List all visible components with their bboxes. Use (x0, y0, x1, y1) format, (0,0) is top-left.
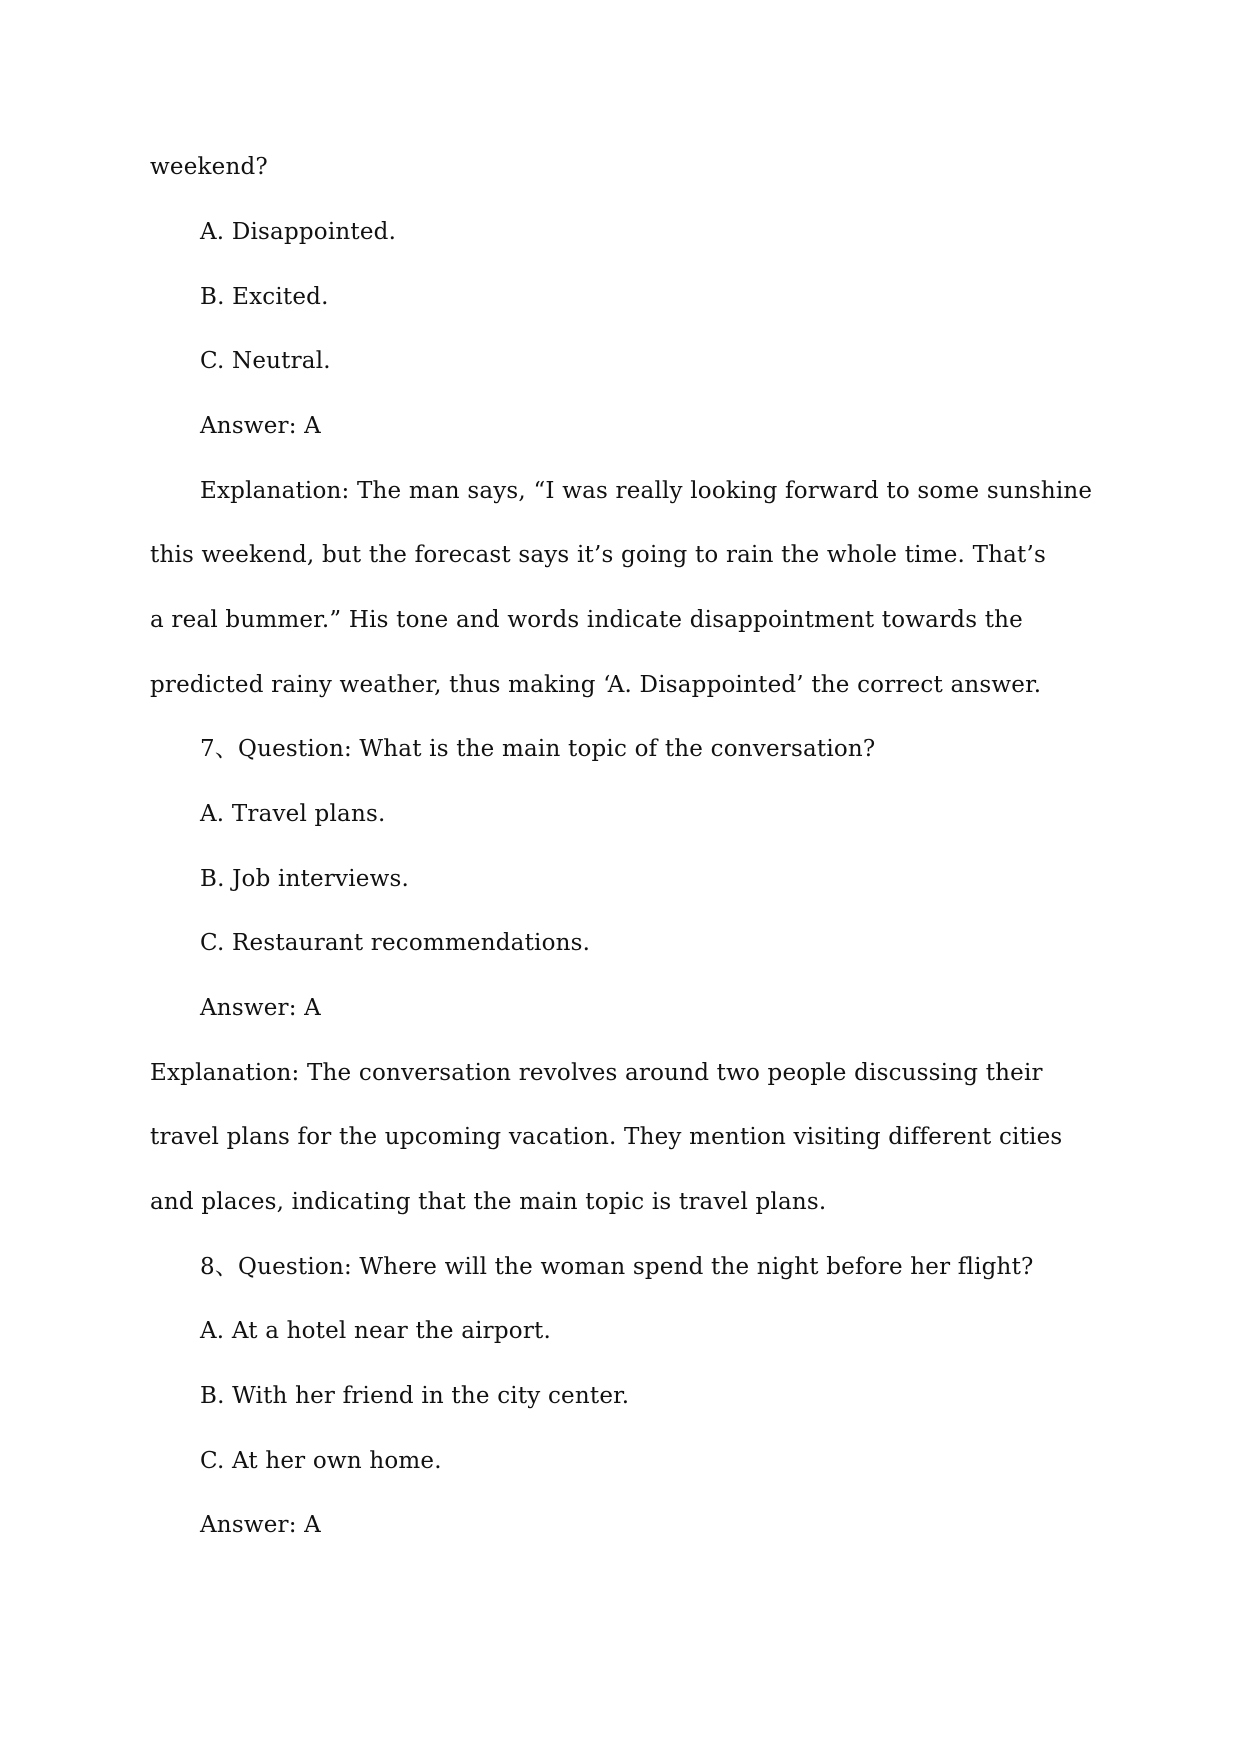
explanation-line: and places, indicating that the main topic is travel plans. (150, 1189, 827, 1215)
answer-line: Answer: A (200, 995, 321, 1021)
option-a: A. At a hotel near the airport. (200, 1318, 551, 1344)
option-c: C. Restaurant recommendations. (200, 930, 591, 956)
explanation-line: this weekend, but the forecast says it’s going to rain the whole time. That’s (150, 542, 1047, 568)
explanation-line: a real bummer.” His tone and words indicate disappointment towards the (150, 607, 1023, 633)
option-b: B. With her friend in the city center. (200, 1383, 630, 1409)
question-7: 7、Question: What is the main topic of the conversation? (200, 736, 876, 762)
option-b: B. Job interviews. (200, 866, 410, 892)
option-a: A. Disappointed. (200, 219, 397, 245)
answer-line: Answer: A (200, 1512, 321, 1538)
option-a: A. Travel plans. (200, 801, 386, 827)
text-line: weekend? (150, 154, 268, 180)
option-c: C. At her own home. (200, 1448, 442, 1474)
explanation-line: Explanation: The conversation revolves around two people discussing their (150, 1060, 1043, 1086)
answer-line: Answer: A (200, 413, 321, 439)
option-b: B. Excited. (200, 284, 329, 310)
explanation-line: Explanation: The man says, “I was really looking forward to some sunshine (200, 478, 1093, 504)
question-8: 8、Question: Where will the woman spend the night before her flight? (200, 1254, 1034, 1280)
explanation-line: predicted rainy weather, thus making ‘A. Disappointed’ the correct answer. (150, 672, 1042, 698)
option-c: C. Neutral. (200, 348, 331, 374)
explanation-line: travel plans for the upcoming vacation. They mention visiting different cities (150, 1124, 1063, 1150)
